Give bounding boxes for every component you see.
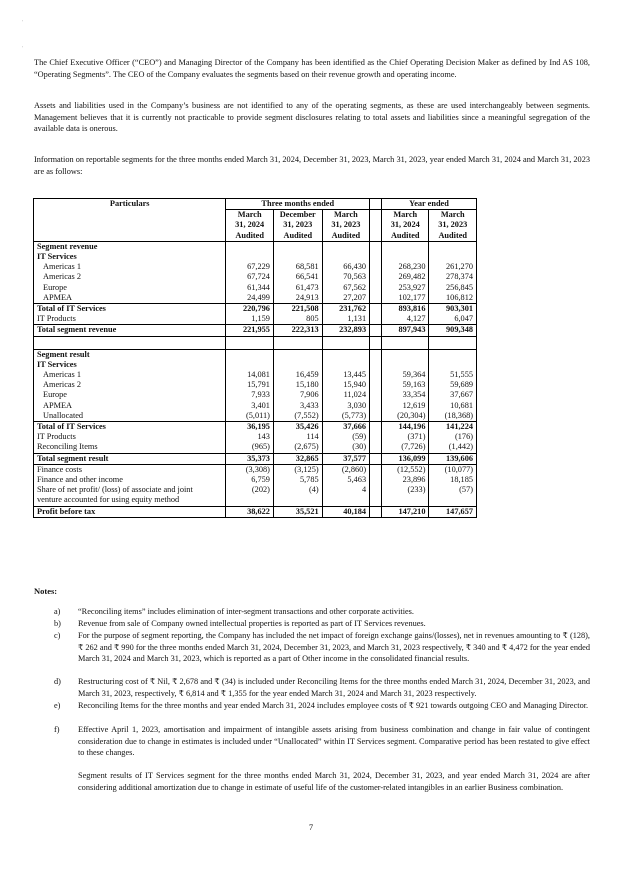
row-label-text: Total of IT Services (37, 422, 106, 432)
note-item (34, 676, 590, 699)
row-label (34, 422, 226, 433)
value-cell: 269,482 (382, 272, 429, 282)
column-month: March (333, 210, 358, 220)
column-year: 31, 2024 (235, 220, 265, 230)
scan-speck: ' (22, 20, 24, 26)
value-cell (429, 349, 477, 360)
column-date-header (429, 210, 477, 231)
particulars-header: Particulars (34, 199, 226, 242)
column-gap (370, 401, 382, 411)
column-gap (370, 210, 382, 231)
row-label-text: Share of net profit/ (loss) of associate and joint (37, 485, 193, 495)
note-item (34, 700, 590, 712)
column-gap (370, 453, 382, 464)
audit-status: Audited (429, 231, 477, 242)
spacer-cell (322, 336, 369, 349)
column-gap (370, 349, 382, 360)
column-gap (370, 506, 382, 517)
note-letter: c) (54, 631, 61, 640)
value-cell: 3,030 (322, 401, 369, 411)
column-gap (370, 464, 382, 475)
spacer-cell (226, 336, 273, 349)
value-cell: (57) (429, 485, 477, 506)
table-row (34, 370, 477, 380)
value-cell: (10,077) (429, 464, 477, 475)
value-cell: (12,552) (382, 464, 429, 475)
row-label-text: IT Services (37, 359, 77, 369)
column-gap (370, 360, 382, 370)
row-label-text: IT Products (37, 314, 76, 324)
value-cell: 5,785 (273, 475, 322, 485)
row-label (34, 283, 226, 293)
value-cell: 27,207 (322, 293, 369, 304)
row-label-text: APMEA (43, 400, 73, 410)
audit-status: Audited (273, 231, 322, 242)
note-item (34, 630, 590, 665)
row-label-text: Reconciling Items (37, 442, 98, 452)
value-cell: 3,433 (273, 401, 322, 411)
audit-status: Audited (226, 231, 273, 242)
column-gap (370, 231, 382, 242)
assets-liabilities-paragraph: Assets and liabilities used in the Company’s business are not identified to any of the operating segments, as these are used interchangeably between segments. Management believes that it is currently not practicable to provide segment disclosures relating to total assets and liabilities since a meaningful segregation of the available data is onerous. (34, 101, 590, 134)
row-label-text: Total segment result (37, 453, 109, 463)
value-cell: 37,577 (322, 453, 369, 464)
value-cell: 23,896 (382, 475, 429, 485)
row-label (34, 325, 226, 336)
value-cell: 59,163 (382, 380, 429, 390)
value-cell: (20,304) (382, 411, 429, 422)
value-cell: 35,426 (273, 422, 322, 433)
row-label-text: IT Products (37, 432, 76, 442)
value-cell: 4 (322, 485, 369, 506)
row-label-text: venture accounted for using equity method (37, 495, 180, 505)
row-label-text: Total segment revenue (37, 325, 117, 335)
column-gap (370, 325, 382, 336)
row-label-text: Total of IT Services (37, 304, 106, 314)
row-label (34, 252, 226, 262)
table-row (34, 401, 477, 411)
segment-intro-paragraph: The Chief Executive Officer (“CEO”) and Managing Director of the Company has been identified as the Chief Operating Decision Maker as defined by Ind AS 108, “Operating Segments”. The CEO of the Company evaluates the segments based on their revenue growth and operating income. (34, 58, 590, 79)
value-cell: 5,463 (322, 475, 369, 485)
row-label (34, 370, 226, 380)
value-cell: 136,099 (382, 453, 429, 464)
note-text: Segment results of IT Services segment for the three months ended March 31, 2024, December 31, 2023, and year ended March 31, 2024 are after considering additional amortization due to change in estimate of useful life of the customer-related intangibles in an earlier Business combination. (78, 771, 590, 792)
column-date-header (322, 210, 369, 231)
row-label (34, 262, 226, 272)
value-cell: 67,229 (226, 262, 273, 272)
value-cell (226, 360, 273, 370)
column-date-header (226, 210, 273, 231)
row-label-text: Unallocated (43, 410, 84, 420)
row-label (34, 349, 226, 360)
value-cell: (2,675) (273, 442, 322, 453)
value-cell: (5,011) (226, 411, 273, 422)
note-letter: d) (54, 677, 61, 686)
value-cell: (176) (429, 432, 477, 442)
row-label (34, 380, 226, 390)
value-cell: 232,893 (322, 325, 369, 336)
value-cell: 147,657 (429, 506, 477, 517)
reportable-segments-intro: Information on reportable segments for the three months ended March 31, 2024, December 31, 2023, March 31, 2023, year ended March 31, 2024 and March 31, 2023 are as follows: (34, 155, 590, 176)
value-cell: 15,940 (322, 380, 369, 390)
column-year: 31, 2023 (283, 220, 313, 230)
value-cell: (18,368) (429, 411, 477, 422)
column-month: March (440, 210, 465, 220)
value-cell: 59,689 (429, 380, 477, 390)
value-cell: 13,445 (322, 370, 369, 380)
column-gap (370, 283, 382, 293)
column-gap (370, 241, 382, 252)
value-cell: 897,943 (382, 325, 429, 336)
row-label (34, 432, 226, 442)
table-row (34, 442, 477, 453)
note-letter: e) (54, 701, 61, 710)
note-text: Revenue from sale of Company owned intellectual properties is reported as part of IT Services revenues. (78, 619, 426, 628)
value-cell: 66,430 (322, 262, 369, 272)
row-label-text: Americas 2 (43, 380, 82, 390)
table-row (34, 411, 477, 422)
value-cell: 139,606 (429, 453, 477, 464)
value-cell: 32,865 (273, 453, 322, 464)
row-label (34, 506, 226, 517)
row-label-text: Americas 1 (43, 262, 82, 272)
note-text: Effective April 1, 2023, amortisation and impairment of intangible assets arising from business combination and change in fair value of contingent consideration due to change in estimates is included under “Unallocated” within IT Services segment. Comparative period has been restated to give effect to these changes. (78, 725, 590, 758)
value-cell: (7,726) (382, 442, 429, 453)
row-label (34, 401, 226, 411)
row-label (34, 314, 226, 325)
note-letter: a) (54, 607, 61, 616)
value-cell (382, 252, 429, 262)
value-cell: (1,442) (429, 442, 477, 453)
note-item (34, 606, 590, 618)
value-cell (273, 360, 322, 370)
table-row (34, 241, 477, 252)
value-cell: 3,401 (226, 401, 273, 411)
value-cell: 38,622 (226, 506, 273, 517)
scan-speck: ' (22, 46, 24, 52)
value-cell: 15,180 (273, 380, 322, 390)
table-row (34, 293, 477, 304)
spacer-cell (34, 336, 226, 349)
value-cell (322, 241, 369, 252)
row-label (34, 442, 226, 453)
row-label-text: Profit before tax (37, 506, 96, 516)
value-cell: 147,210 (382, 506, 429, 517)
row-label-text: Finance and other income (37, 475, 123, 485)
spacer-cell (370, 336, 382, 349)
value-cell: 67,562 (322, 283, 369, 293)
column-gap (370, 252, 382, 262)
value-cell: 18,185 (429, 475, 477, 485)
value-cell: 68,581 (273, 262, 322, 272)
table-row (34, 453, 477, 464)
value-cell: 35,373 (226, 453, 273, 464)
value-cell: 6,047 (429, 314, 477, 325)
column-gap (370, 390, 382, 400)
table-row (34, 252, 477, 262)
value-cell: 14,081 (226, 370, 273, 380)
column-year: 31, 2023 (331, 220, 361, 230)
year-ended-header: Year ended (382, 199, 477, 210)
note-item (34, 724, 590, 759)
note-text: Restructuring cost of ₹ Nil, ₹ 2,678 and ₹ (34) is included under Reconciling Items for the three months ended March 31, 2024, December 31, 2023, and March 31, 2023, respectively, ₹ 6,814 and ₹ 1,355 for the year ended March 31, 2024 and March 31, 2023 respectively. (78, 677, 590, 698)
row-label (34, 304, 226, 315)
value-cell: 1,159 (226, 314, 273, 325)
table-row (34, 506, 477, 517)
row-label (34, 453, 226, 464)
column-gap (370, 370, 382, 380)
value-cell (226, 252, 273, 262)
note-letter: f) (54, 725, 60, 734)
row-label (34, 272, 226, 282)
column-gap (370, 411, 382, 422)
audit-status: Audited (322, 231, 369, 242)
row-label-text: APMEA (43, 292, 73, 302)
value-cell: 221,508 (273, 304, 322, 315)
value-cell: 253,927 (382, 283, 429, 293)
row-label-text: IT Services (37, 252, 77, 262)
value-cell: 35,521 (273, 506, 322, 517)
value-cell: 268,230 (382, 262, 429, 272)
column-gap (370, 380, 382, 390)
value-cell: 220,796 (226, 304, 273, 315)
segment-information-table (33, 198, 477, 518)
note-item (34, 770, 590, 793)
row-label (34, 241, 226, 252)
table-row (34, 475, 477, 485)
value-cell: 51,555 (429, 370, 477, 380)
value-cell: 222,313 (273, 325, 322, 336)
column-month: December (279, 210, 316, 220)
value-cell: 24,913 (273, 293, 322, 304)
column-month: March (237, 210, 262, 220)
value-cell (429, 252, 477, 262)
spacer-cell (429, 336, 477, 349)
value-cell: 10,681 (429, 401, 477, 411)
row-label (34, 390, 226, 400)
value-cell: 221,955 (226, 325, 273, 336)
row-label (34, 475, 226, 485)
column-gap (370, 422, 382, 433)
table-row (34, 390, 477, 400)
column-year: 31, 2024 (390, 220, 420, 230)
column-gap (370, 314, 382, 325)
value-cell (382, 241, 429, 252)
value-cell: 231,762 (322, 304, 369, 315)
value-cell (273, 349, 322, 360)
value-cell: 106,812 (429, 293, 477, 304)
value-cell: (5,773) (322, 411, 369, 422)
value-cell: 12,619 (382, 401, 429, 411)
value-cell: (3,125) (273, 464, 322, 475)
column-year: 31, 2023 (438, 220, 468, 230)
row-label-text: Americas 2 (43, 272, 82, 282)
row-label-text: Segment revenue (37, 241, 98, 251)
value-cell: 1,131 (322, 314, 369, 325)
value-cell: 15,791 (226, 380, 273, 390)
value-cell: 114 (273, 432, 322, 442)
value-cell: 7,933 (226, 390, 273, 400)
value-cell: 37,667 (429, 390, 477, 400)
table-row (34, 485, 477, 506)
value-cell: (371) (382, 432, 429, 442)
table-row (34, 464, 477, 475)
row-label-text: Americas 1 (43, 370, 82, 380)
value-cell (322, 252, 369, 262)
value-cell: (59) (322, 432, 369, 442)
table-row (34, 349, 477, 360)
value-cell: 67,724 (226, 272, 273, 282)
table-row (34, 272, 477, 282)
value-cell: 36,195 (226, 422, 273, 433)
value-cell: 4,127 (382, 314, 429, 325)
notes-title: Notes: (34, 586, 58, 596)
value-cell: (2,860) (322, 464, 369, 475)
table-row (34, 304, 477, 315)
value-cell: (4) (273, 485, 322, 506)
value-cell: 66,541 (273, 272, 322, 282)
page-number: 7 (308, 822, 314, 832)
value-cell: 102,177 (382, 293, 429, 304)
table-row (34, 314, 477, 325)
column-date-header (382, 210, 429, 231)
value-cell (382, 360, 429, 370)
value-cell: 59,364 (382, 370, 429, 380)
value-cell: 278,374 (429, 272, 477, 282)
column-gap (370, 199, 382, 210)
value-cell (322, 349, 369, 360)
table-row (34, 422, 477, 433)
table-row (34, 325, 477, 336)
value-cell: 7,906 (273, 390, 322, 400)
value-cell (429, 241, 477, 252)
row-label (34, 464, 226, 475)
table-row (34, 380, 477, 390)
three-months-ended-header: Three months ended (226, 199, 370, 210)
table-row (34, 360, 477, 370)
value-cell (226, 349, 273, 360)
note-item (34, 618, 590, 630)
column-gap (370, 475, 382, 485)
value-cell: 805 (273, 314, 322, 325)
value-cell: 40,184 (322, 506, 369, 517)
row-label (34, 411, 226, 422)
value-cell (226, 241, 273, 252)
value-cell: 33,354 (382, 390, 429, 400)
row-label-text: Finance costs (37, 464, 82, 474)
value-cell (429, 360, 477, 370)
row-label-text: Europe (43, 282, 67, 292)
value-cell: 37,666 (322, 422, 369, 433)
table-row (34, 336, 477, 349)
spacer-cell (273, 336, 322, 349)
value-cell: (30) (322, 442, 369, 453)
value-cell: 143 (226, 432, 273, 442)
value-cell: 61,344 (226, 283, 273, 293)
value-cell (382, 349, 429, 360)
value-cell (273, 252, 322, 262)
note-text: Reconciling Items for the three months and year ended March 31, 2024 includes employee costs of ₹ 921 towards outgoing CEO and Managing Director. (78, 701, 589, 710)
column-date-header (273, 210, 322, 231)
column-gap (370, 304, 382, 315)
row-label-text: Europe (43, 390, 67, 400)
table-row (34, 283, 477, 293)
column-gap (370, 485, 382, 506)
note-text: “Reconciling items” includes elimination of inter-segment transactions and other corporate activities. (78, 607, 414, 616)
value-cell: 6,759 (226, 475, 273, 485)
audit-status: Audited (382, 231, 429, 242)
value-cell (273, 241, 322, 252)
value-cell (322, 360, 369, 370)
row-label-text: Segment result (37, 349, 90, 359)
row-label (34, 360, 226, 370)
row-label (34, 293, 226, 304)
value-cell: 61,473 (273, 283, 322, 293)
value-cell: 256,845 (429, 283, 477, 293)
value-cell: (202) (226, 485, 273, 506)
value-cell: 909,348 (429, 325, 477, 336)
column-gap (370, 272, 382, 282)
value-cell: 70,563 (322, 272, 369, 282)
table-row (34, 432, 477, 442)
value-cell: (233) (382, 485, 429, 506)
value-cell: (7,552) (273, 411, 322, 422)
column-gap (370, 262, 382, 272)
value-cell: 893,816 (382, 304, 429, 315)
value-cell: 144,196 (382, 422, 429, 433)
value-cell: 24,499 (226, 293, 273, 304)
column-gap (370, 293, 382, 304)
column-gap (370, 442, 382, 453)
note-letter: b) (54, 619, 61, 628)
value-cell: 141,224 (429, 422, 477, 433)
value-cell: 261,270 (429, 262, 477, 272)
table-row (34, 262, 477, 272)
value-cell: (965) (226, 442, 273, 453)
value-cell: 16,459 (273, 370, 322, 380)
spacer-cell (382, 336, 429, 349)
column-month: March (393, 210, 418, 220)
row-label (34, 485, 226, 506)
value-cell: 903,301 (429, 304, 477, 315)
value-cell: (3,308) (226, 464, 273, 475)
column-gap (370, 432, 382, 442)
note-text: For the purpose of segment reporting, the Company has included the net impact of foreign exchange gains/(losses), net in revenues amounting to ₹ (128), ₹ 262 and ₹ 990 for the three months ended March 31, 2024, December 31, 2023, and March 31, 2023 respectively, ₹ 340 and ₹ 4,472 for the year ended March 31, 2024 and March 31, 2023, which is reported as a part of Other income in the consolidated financial results. (78, 631, 590, 664)
value-cell: 11,024 (322, 390, 369, 400)
